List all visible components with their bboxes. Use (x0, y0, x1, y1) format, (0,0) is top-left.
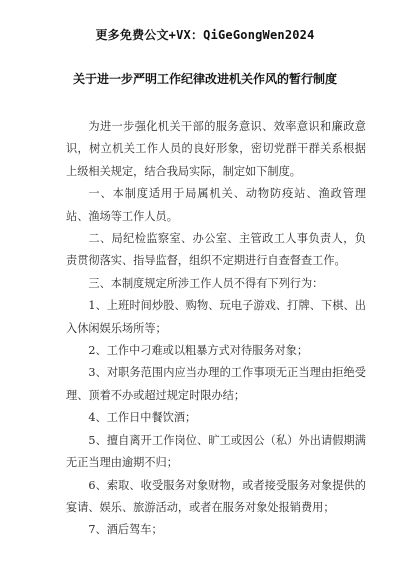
list-item: 4、工作日中餐饮酒； (88, 411, 197, 425)
list-item: 6、索取、收受服务对象财物，或者接受服务对象提供的宴请、娱乐、旅游活动，或者在服务对象处报销费用； (66, 478, 366, 514)
promo-banner: 更多免费公文+VX：QiGeGongWen2024 (95, 28, 315, 42)
list-item: 5、擅自离开工作岗位、旷工或因公（私）外出请假期满无正当理由逾期不归； (66, 433, 366, 470)
list-item: 1、上班时间炒股、购物、玩电子游戏、打牌、下棋、出入休闲娱乐场所等； (66, 299, 366, 335)
body-paragraph: 三、本制度规定所涉工作人员不得有下列行为： (88, 276, 324, 290)
list-item: 2、工作中刁难或以粗暴方式对待服务对象； (88, 344, 309, 358)
body-paragraph: 二、局纪检监察室、办公室、主管政工人事负责人，负责贯彻落实、指导监督，组织不定期进行自查督查工作。 (66, 232, 366, 268)
document-body (66, 116, 366, 542)
body-paragraph: 一、本制度适用于局属机关、动物防疫站、渔政管理站、渔场等工作人员。 (66, 187, 366, 223)
list-item: 7、酒后驾车； (88, 523, 163, 537)
list-item: 3、对职务范围内应当办理的工作事项无正当理由拒绝受理、顶着不办或超过规定时限办结； (66, 366, 366, 402)
intro-paragraph: 为进一步强化机关干部的服务意识、效率意识和廉政意识，树立机关工作人员的良好形象，密切党群干群关系根据上级相关规定，结合我局实际，制定如下制度。 (66, 120, 366, 178)
document-title: 关于进一步严明工作纪律改进机关作风的暂行制度 (72, 72, 337, 86)
